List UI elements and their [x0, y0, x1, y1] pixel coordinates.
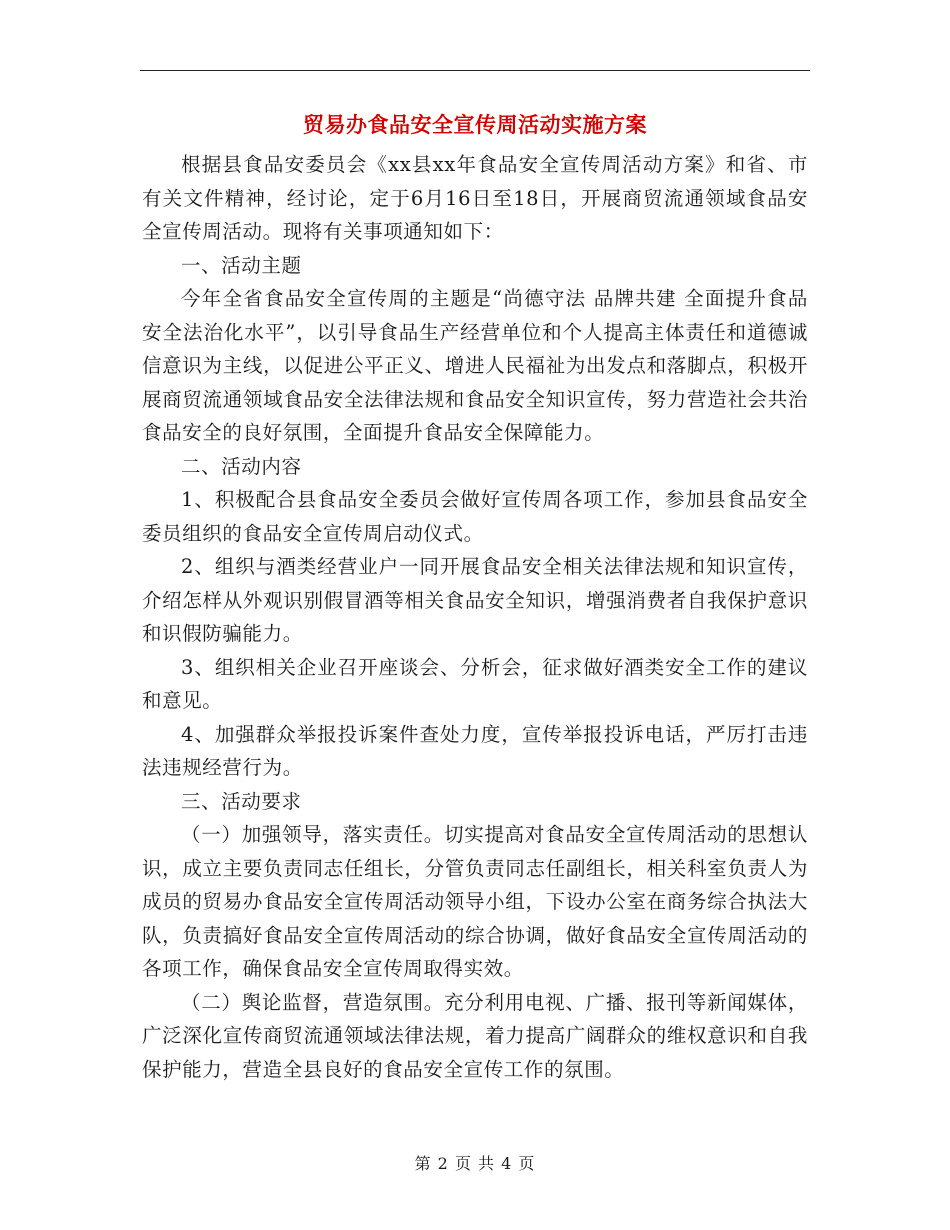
body-paragraph: 3、组织相关企业召开座谈会、分析会，征求做好酒类安全工作的建议和意见。: [142, 655, 808, 712]
body-paragraph: （二）舆论监督，营造氛围。充分利用电视、广播、报刊等新闻媒体，广泛深化宣传商贸流通领域法律法规，着力提高广阔群众的维权意识和自我保护能力，营造全县良好的食品安全宣传工作的氛围。: [142, 990, 808, 1081]
body-paragraph: 1、积极配合县食品安全委员会做好宣传周各项工作，参加县食品安全委员组织的食品安全宣传周启动仪式。: [142, 488, 808, 545]
body-paragraph: 根据县食品安委员会《xx县xx年食品安全宣传周活动方案》和省、市有关文件精神，经讨论，定于6月16日至18日，开展商贸流通领域食品安全宣传周活动。现将有关事项通知如下：: [142, 153, 808, 243]
page-number-footer: 第 2 页 共 4 页: [414, 1154, 536, 1173]
document-title: 贸易办食品安全宣传周活动实施方案: [303, 113, 647, 137]
body-paragraph: 今年全省食品安全宣传周的主题是“尚德守法 品牌共建 全面提升食品安全法治化水平”，以引导食品生产经营单位和个人提高主体责任和道德诚信意识为主线，以促进公平正义、增进人民福祉为出发点和落脚点，积极开展商贸流通领域食品安全法律法规和食品安全知识宣传，努力营造社会共治食品安全的良好氛围，全面提升食品安全保障能力。: [142, 287, 808, 444]
section-heading: 一、活动主题: [181, 253, 302, 277]
section-heading: 二、活动内容: [181, 454, 302, 478]
body-paragraph: 2、组织与酒类经营业户一同开展食品安全相关法律法规和知识宣传，介绍怎样从外观识别假冒酒等相关食品安全知识，增强消费者自我保护意识和识假防骗能力。: [142, 555, 808, 645]
section-heading: 三、活动要求: [181, 789, 302, 813]
body-paragraph: （一）加强领导，落实责任。切实提高对食品安全宣传周活动的思想认识，成立主要负责同志任组长，分管负责同志任副组长，相关科室负责人为成员的贸易办食品安全宣传周活动领导小组，下设办公室在商务综合执法大队，负责搞好食品安全宣传周活动的综合协调，做好食品安全宣传周活动的各项工作，确保食品安全宣传周取得实效。: [142, 823, 808, 980]
header-rule: [140, 70, 810, 71]
body-paragraph: 4、加强群众举报投诉案件查处力度，宣传举报投诉电话，严厉打击违法违规经营行为。: [142, 722, 808, 779]
document-body: [142, 148, 808, 1086]
